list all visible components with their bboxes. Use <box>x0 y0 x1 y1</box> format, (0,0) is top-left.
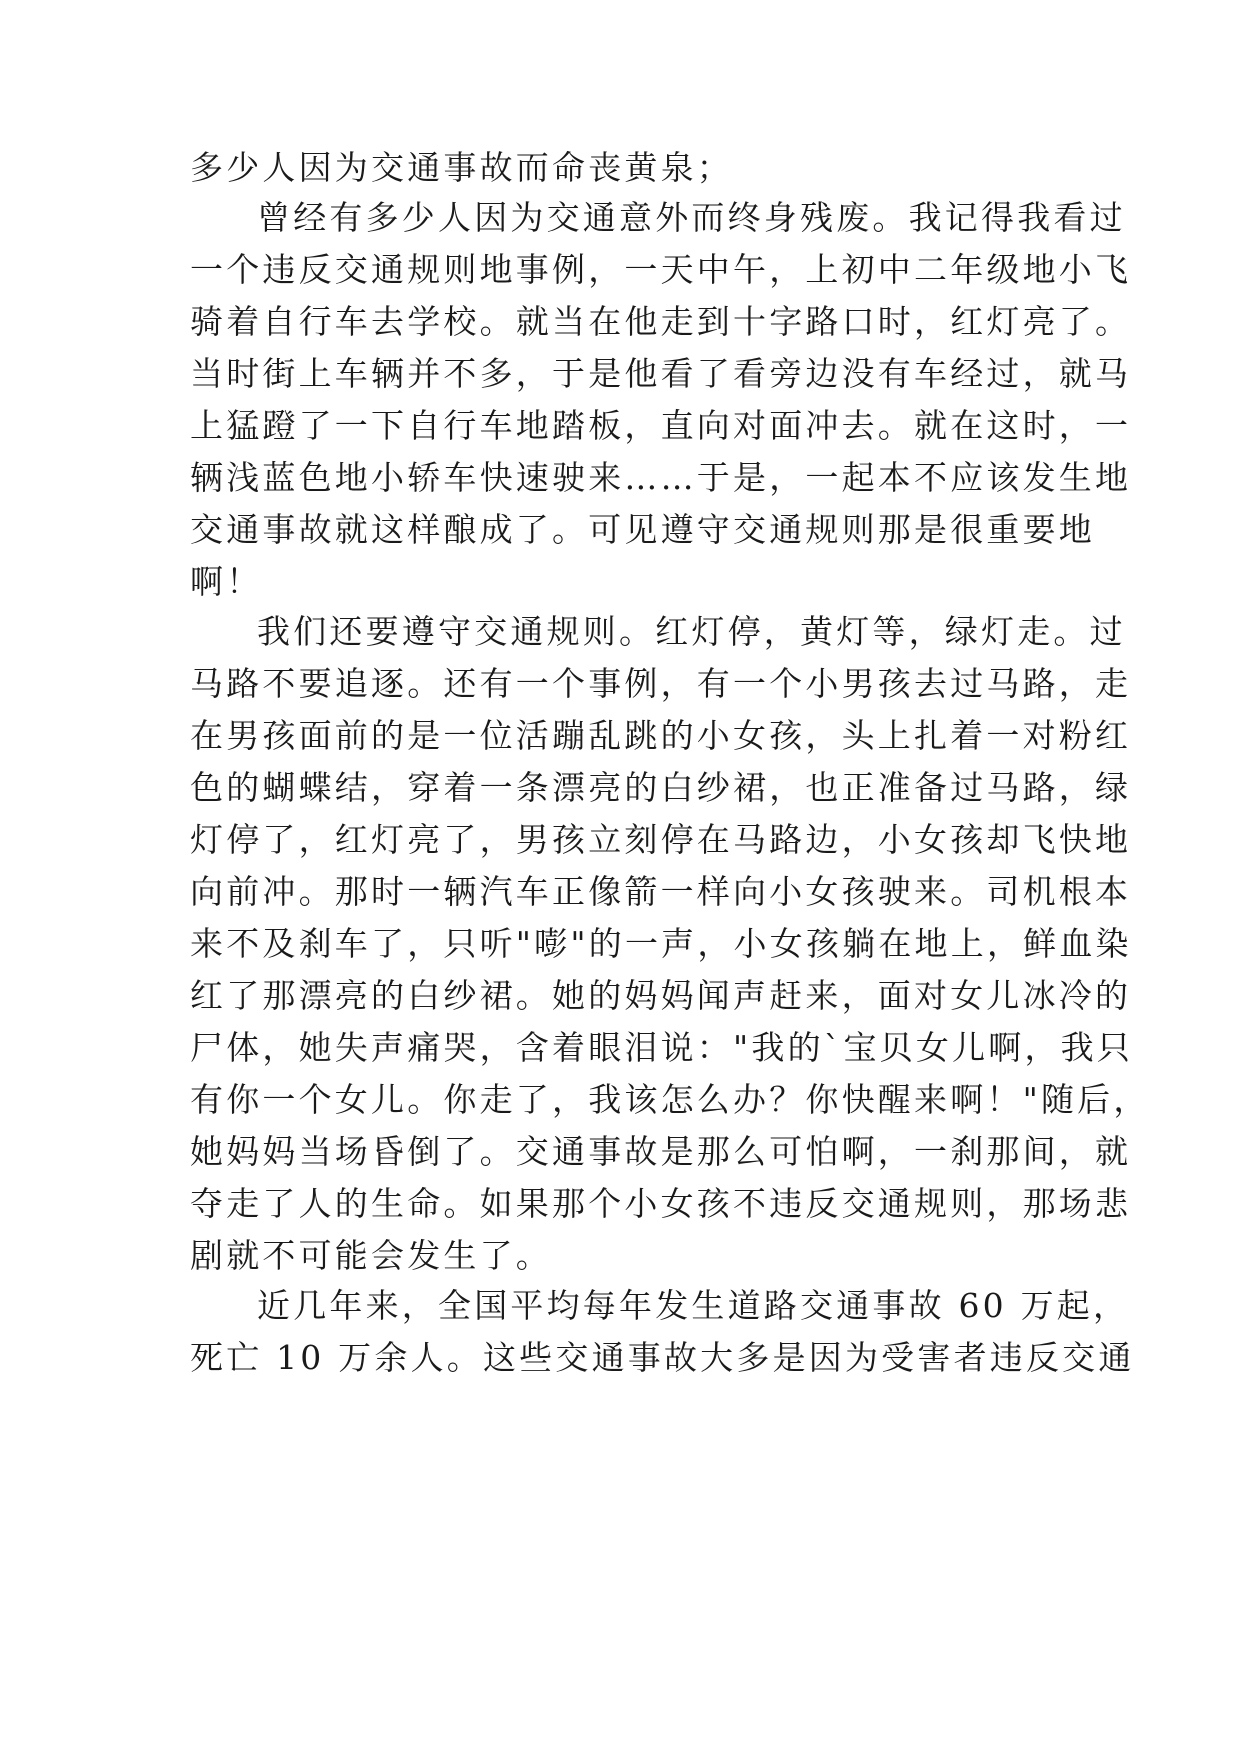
text-line-7: 辆浅蓝色地小轿车快速驶来……于是，一起本不应该发生地 <box>190 458 1132 497</box>
text-line-18: 尸体，她失声痛哭，含着眼泪说："我的`宝贝女儿啊，我只 <box>190 1028 1134 1067</box>
text-line-15: 向前冲。那时一辆汽车正像箭一样向小女孩驶来。司机根本 <box>190 872 1132 911</box>
text-line-2: 曾经有多少人因为交通意外而终身残废。我记得我看过 <box>257 198 1126 237</box>
text-line-11: 马路不要追逐。还有一个事例，有一个小男孩去过马路，走 <box>190 664 1132 703</box>
text-line-10: 我们还要遵守交通规则。红灯停，黄灯等，绿灯走。过 <box>257 612 1126 651</box>
text-line-12: 在男孩面前的是一位活蹦乱跳的小女孩，头上扎着一对粉红 <box>190 716 1132 755</box>
text-line-9: 啊！ <box>190 562 263 601</box>
text-line-4: 骑着自行车去学校。就当在他走到十字路口时，红灯亮了。 <box>190 302 1132 341</box>
text-line-22: 剧就不可能会发生了。 <box>190 1236 552 1275</box>
text-line-13: 色的蝴蝶结，穿着一条漂亮的白纱裙，也正准备过马路，绿 <box>190 768 1132 807</box>
text-line-16: 来不及刹车了，只听"嘭"的一声，小女孩躺在地上，鲜血染 <box>190 924 1132 963</box>
text-line-21: 夺走了人的生命。如果那个小女孩不违反交通规则，那场悲 <box>190 1184 1132 1223</box>
text-line-1: 多少人因为交通事故而命丧黄泉； <box>190 148 733 187</box>
text-line-3: 一个违反交通规则地事例，一天中午，上初中二年级地小飞 <box>190 250 1132 289</box>
text-line-24: 死亡 10 万余人。这些交通事故大多是因为受害者违反交通 <box>190 1338 1135 1377</box>
text-line-20: 她妈妈当场昏倒了。交通事故是那么可怕啊，一刹那间，就 <box>190 1132 1132 1171</box>
text-line-6: 上猛蹬了一下自行车地踏板，直向对面冲去。就在这时，一 <box>190 406 1132 445</box>
text-line-19: 有你一个女儿。你走了，我该怎么办？你快醒来啊！"随后， <box>190 1080 1150 1119</box>
text-line-17: 红了那漂亮的白纱裙。她的妈妈闻声赶来，面对女儿冰冷的 <box>190 976 1132 1015</box>
text-line-5: 当时街上车辆并不多，于是他看了看旁边没有车经过，就马 <box>190 354 1132 393</box>
text-line-23: 近几年来，全国平均每年发生道路交通事故 60 万起， <box>257 1286 1130 1325</box>
text-line-14: 灯停了，红灯亮了，男孩立刻停在马路边，小女孩却飞快地 <box>190 820 1132 859</box>
text-line-8: 交通事故就这样酿成了。可见遵守交通规则那是很重要地 <box>190 510 1095 549</box>
